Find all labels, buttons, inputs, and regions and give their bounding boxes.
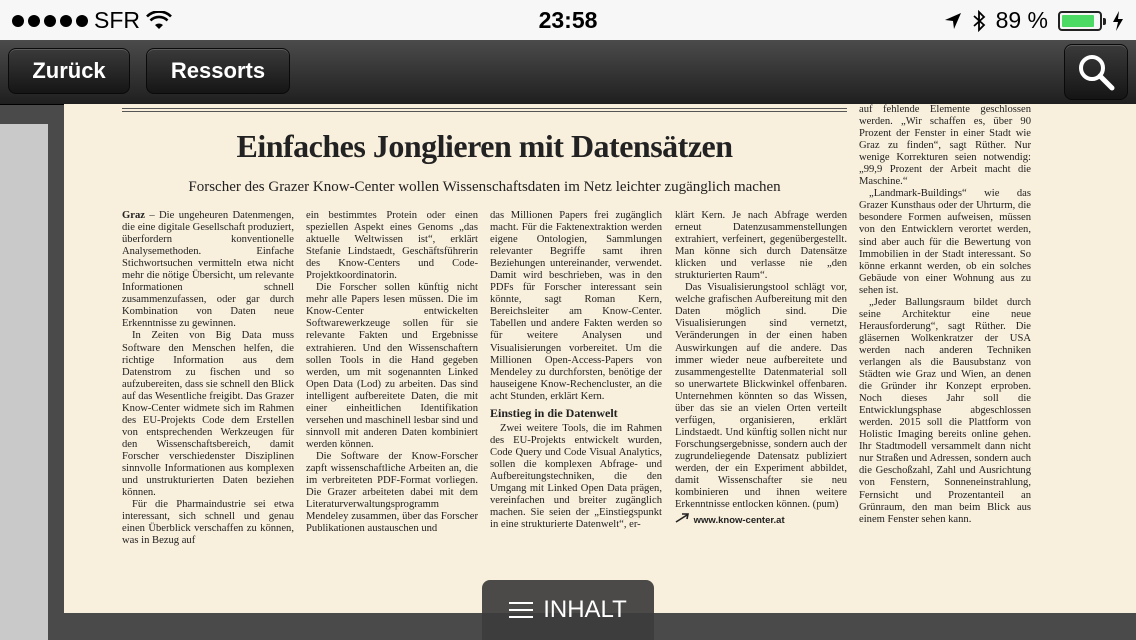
- paragraph: auf fehlende Elemente geschlossen werden. „Wir schaffen es, über 90 Prozent der Fenster in einer Stadt wie Graz zu finden“, sagt Rüther. Nur wenige Korrekturen seien notwendig: „99,9 Prozent der Arbeit macht die Maschine.“: [859, 104, 1031, 188]
- search-button[interactable]: [1064, 44, 1128, 100]
- status-time: 23:58: [538, 7, 598, 33]
- paragraph: „Landmark-Buildings“ wie das Grazer Kunsthaus oder der Uhrturm, die besondere Formen aufweisen, müssen von den Entwicklern verortet werden, sind aber auch für die Bewertung von Immobilien in der Stadt interessant. So könne erkannt werden, ob ein solches Gebäude von einer Wohnung aus zu sehen ist.: [859, 188, 1031, 296]
- newspaper-page: [64, 104, 1136, 613]
- link-arrow-icon: [675, 513, 691, 523]
- article-column-3: [490, 210, 662, 531]
- section-subheading: Einstieg in die Datenwelt: [490, 405, 618, 420]
- inhalt-button[interactable]: [482, 580, 654, 640]
- inhalt-label: INHALT: [543, 596, 627, 623]
- article-subheadline: Forscher des Grazer Know-Center wollen Wissenschaftsdaten im Netz leichter zugänglich machen: [188, 179, 781, 195]
- battery-percent: 89 %: [995, 7, 1048, 33]
- top-rule: [122, 111, 847, 112]
- paragraph: „Jeder Ballungsraum bildet durch seine Architektur eine neue Herausforderung“, sagt Rüther. Die gläsernen Wolkenkratzer der USA werden nach anderen Techniken verlangen als die Bausubstanz von Städten wie Graz und Wien, an denen die Gründer ihr Konzept erproben. Noch dieses Jahr soll die Entwicklungsphase abgeschlossen werden. 2015 soll die Plattform von Holistic Imaging bereits online gehen. Ihr Stadtmodell versammelt dann nicht nur Straßen und Adressen, sondern auch die Geschoßzahl, Zahl und Ausrichtung von Fenstern, Sonneneinstrahlung, Fernsicht und Prozentanteil an Grünraum, den man beim Blick aus einem Fenster sehen kann.: [859, 296, 1031, 525]
- paragraph: Das Visualisierungstool schlägt vor, welche grafischen Aufbereitung mit den Daten möglich sind. Die Visualisierungen sind vernetzt, Veränderungen in der einen haben Auswirkungen auf die andere. Das immer wieder neue aufbereitete und zusammengestellte Datenmaterial soll so unerwartete Blickwinkel offenbaren. Unternehmen könnten so das Wissen, über das sie an vielen Orten verteilt verfügen, organisieren, erklärt Lindstaedt. Und künftig sollen nicht nur Forschungsergebnisse, sondern auch der zugrundeliegende Datensatz publiziert werden, der ein Experiment abbildet, damit Wissenschafter sie neu kombinieren und ihnen weitere Erkenntnisse entlocken können. (pum): [675, 282, 847, 511]
- paragraph: Die Forscher sollen künftig nicht mehr alle Papers lesen müssen. Die im Know-Center entwickelten Softwarewerkzeuge sollen für sie relevante Fakten und Ergebnisse extrahieren. Und den Wissenschaftern sollen Tools in die Hand gegeben werden, um mit sogenannten Linked Open Data (Lod) zu arbeiten. Das sind intelligent aufbereitete Daten, die mit einer einheitlichen Identifikation versehen und maschinell lesbar sind und sinnvoll mit anderen Daten kombiniert werden können.: [306, 282, 478, 450]
- bluetooth-icon: [972, 10, 986, 32]
- article-column-4: [675, 210, 847, 527]
- location-arrow-icon: [944, 12, 962, 30]
- web-link[interactable]: [675, 513, 847, 527]
- dateline: Graz: [122, 210, 145, 221]
- paragraph: das Millionen Papers frei zugänglich macht. Für die Faktenextraktion werden eigene Ontologien, Sammlungen relevanter Begriffe samt ihren Beziehungen untereinander, verwendet. Damit wird beschrieben, was in den PDFs für Forscher interessant sein könnte, sagt Roman Kern, Bereichsleiter am Know-Center. Tabellen und andere Fakten werden so für weitere Analysen und Visualisierungen vorbereitet. Um die Millionen Open-Access-Papers von Mendeley zu durchforsten, benötige der hauseigene Know-Rechencluster, an die acht Stunden, erklärt Kern.: [490, 210, 662, 402]
- search-icon: [1076, 52, 1116, 92]
- article-column-2: [306, 210, 478, 535]
- article-column-1: [122, 210, 294, 547]
- list-icon: [509, 601, 533, 619]
- charging-bolt-icon: [1112, 11, 1124, 31]
- previous-page-edge[interactable]: [0, 124, 48, 640]
- battery-icon: [1058, 11, 1102, 31]
- top-rule: [122, 108, 847, 109]
- paragraph: klärt Kern. Je nach Abfrage werden erneut Datenzusammenstellungen extrahiert, verfeinert, gegenübergestellt. Man könne sich durch Datensätze klicken und verlasse nie „den strukturierten Raum“.: [675, 210, 847, 282]
- link-text: www.know-center.at: [693, 515, 785, 527]
- status-bar: [0, 0, 1136, 40]
- toolbar: [0, 40, 1136, 105]
- status-right: [944, 7, 1124, 34]
- paragraph: Die Software der Know-Forscher zapft wissenschaftliche Arbeiten an, die im verbreiteten PDF-Format vorliegen. Die Grazer arbeiteten dabei mit dem Literaturverwaltungsprogramm Mendeley zusammen, über das Forscher Publikationen austauschen und: [306, 450, 478, 535]
- ressorts-button[interactable]: Ressorts: [146, 48, 290, 94]
- article-headline: Einfaches Jonglieren mit Datensätzen: [236, 128, 733, 164]
- carrier-label: SFR: [94, 7, 140, 33]
- paragraph: ein bestimmtes Protein oder einen speziellen Aspekt eines Genoms „das aktuelle Weltwissen ist“, erklärt Stefanie Lindstaedt, Geschäftsführerin des Know-Centers und Code-Projektkoordinatorin.: [306, 210, 478, 282]
- back-button[interactable]: Zurück: [8, 48, 130, 94]
- paragraph: – Die ungeheuren Datenmengen, die eine digitale Gesellschaft produziert, überfordern konventionelle Analysemethoden. Einfache Stichwortsuchen vermitteln etwa nicht mehr die nötige Übersicht, um relevante Informationen schnell zusammenzufassen, oder gar durch Kombination von Daten neue Erkenntnisse zu gewinnen.: [122, 210, 294, 330]
- article-column-5: [859, 104, 1031, 526]
- paragraph: In Zeiten von Big Data muss Software den Menschen helfen, die richtige Information aus dem Datenstrom zu fischen und so aufzubereiten, dass sie schnell den Blick auf das Wesentliche freigibt. Das Grazer Know-Center widmete sich im Rahmen des EU-Projekts Code dem Erstellen von entsprechenden Werkzeugen für den Wissenschaftsbereich, damit Forscher verschiedenster Disziplinen sinnvolle Informationen aus komplexen und unstrukturierten Daten beziehen können.: [122, 330, 294, 499]
- paragraph: Für die Pharmaindustrie sei etwa interessant, sich schnell und genau einen Überblick verschaffen zu können, was in Bezug auf: [122, 499, 294, 547]
- paragraph: Zwei weitere Tools, die im Rahmen des EU-Projekts entwickelt wurden, Code Query und Code Visual Analytics, sollen die komplexen Abfrage- und Aufbereitungstechniken, die den Umgang mit Linked Open Data prägen, vereinfachen und breiter zugänglich machen. Sie seien der „Einstiegspunkt in eine strukturierte Datenwelt“, er-: [490, 422, 662, 531]
